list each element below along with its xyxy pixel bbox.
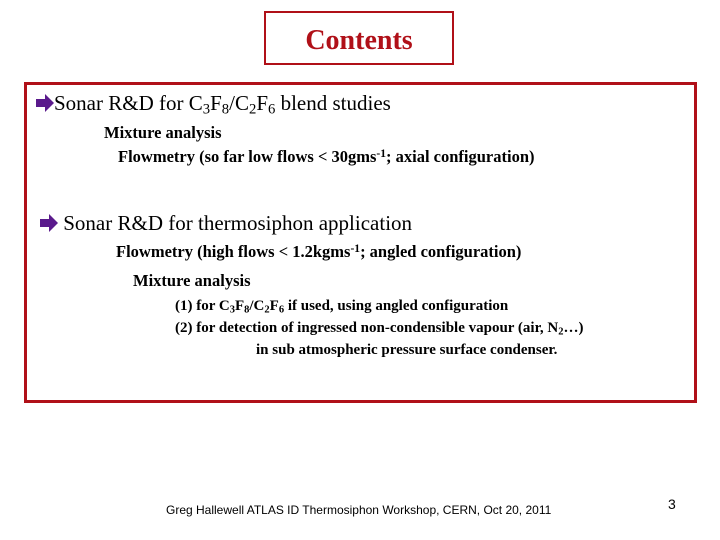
page-number: 3 bbox=[668, 496, 676, 512]
right-arrow-icon bbox=[40, 214, 58, 232]
sub-item-flowmetry-low: Flowmetry (so far low flows < 30gms$^{-1}$; axial configuration) bbox=[118, 147, 535, 166]
sub-item-mixture-analysis-2: Mixture analysis bbox=[133, 271, 251, 290]
footer-text: Greg Hallewell ATLAS ID Thermosiphon Workshop, CERN, Oct 20, 2011 bbox=[166, 503, 552, 517]
sub-item-mixture-analysis-1: Mixture analysis bbox=[104, 123, 222, 142]
numbered-item-1: (1) for $C_3F_8/C_2F_6$ if used, using angled configuration bbox=[175, 298, 509, 316]
title-box bbox=[264, 11, 454, 65]
sub-item-flowmetry-high: Flowmetry (high flows < 1.2kgms$^{-1}$; angled configuration) bbox=[116, 242, 522, 261]
bullet-1: Sonar R&D for $C_3F_8/C_2F_6$ blend studies bbox=[36, 91, 391, 119]
numbered-item-2: (2) for detection of ingressed non-condensible vapour (air, $N_2\dots$) bbox=[175, 320, 584, 338]
page-title: Contents bbox=[305, 25, 413, 56]
bullet-2: Sonar R&D for thermosiphon application bbox=[40, 211, 412, 236]
numbered-item-2-continuation: in sub atmospheric pressure surface condenser. bbox=[256, 342, 558, 358]
right-arrow-icon bbox=[36, 94, 54, 112]
